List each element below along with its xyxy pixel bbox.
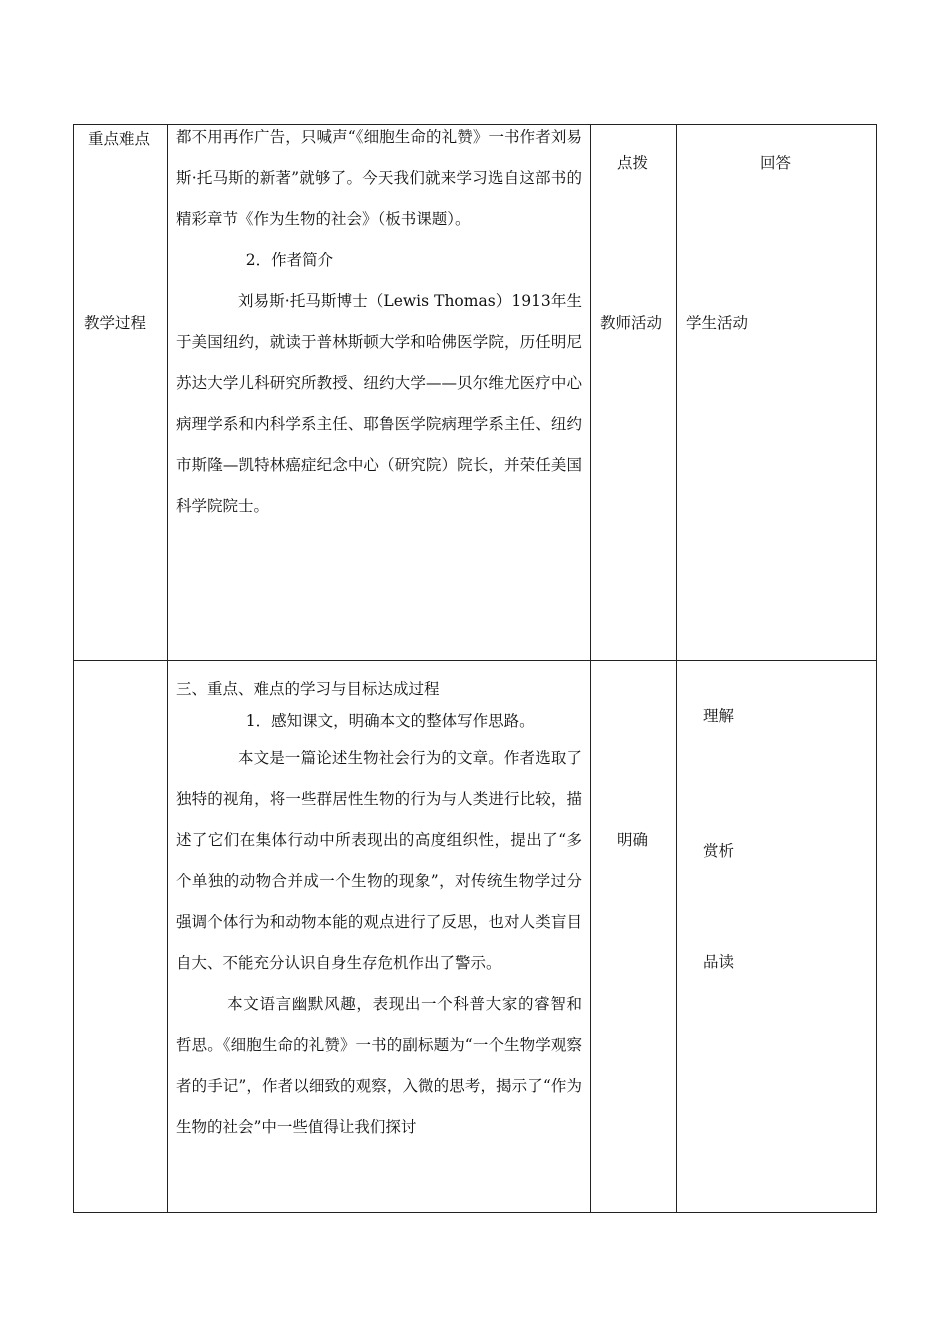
cell-appreciate-label: 赏析: [703, 842, 735, 860]
cell-key-difficulty-label: 重点难点: [88, 130, 151, 148]
cell-student-activity-label: 学生活动: [686, 314, 749, 332]
paragraph: 本文是一篇论述生物社会行为的文章。作者选取了独特的视角，将一些群居性生物的行为与人类进行比较，描述了它们在集体行动中所表现出的高度组织性，提出了“多个单独的动物合并成一个生物的现象”，对传统生物学过分强调个体行为和动物本能的观点进行了反思，也对人类盲目自大、不能充分认识自身生存危机作出了警示。: [176, 749, 582, 972]
paragraph-heading: 1．感知课文，明确本文的整体写作思路。: [245, 712, 535, 730]
table-row-divider: [73, 660, 877, 661]
paragraph: 本文语言幽默风趣，表现出一个科普大家的睿智和哲思。《细胞生命的礼赞》一书的副标题为“一个生物学观察者的手记”，作者以细致的观察，入微的思考，揭示了“作为生物的社会”中一些值得让我们探讨: [176, 995, 582, 1136]
row1-content: [176, 117, 582, 527]
table-col-divider-1: [167, 124, 168, 1212]
cell-teacher-activity-label: 教师活动: [600, 314, 663, 332]
paragraph: 刘易斯·托马斯博士（Lewis Thomas）1913年生于美国纽约，就读于普林斯顿大学和哈佛医学院，历任明尼苏达大学儿科研究所教授、纽约大学——贝尔维尤医疗中心病理学系和内科学系主任、耶鲁医学院病理学系主任、纽约市斯隆—凯特林癌症纪念中心（研究院）院长，并荣任美国科学院院士。: [176, 292, 582, 515]
paragraph-heading: 2．作者简介: [245, 251, 334, 269]
table-col-divider-3: [676, 124, 677, 1212]
table-bottom-border: [73, 1212, 877, 1213]
cell-guidance-label: 点拨: [617, 154, 649, 172]
cell-understand-label: 理解: [703, 707, 735, 725]
cell-clarify-label: 明确: [617, 831, 649, 849]
table-right-border: [876, 124, 877, 1212]
table-left-border: [73, 124, 74, 1212]
cell-read-label: 品读: [703, 953, 735, 971]
paragraph: 都不用再作广告，只喊声“《细胞生命的礼赞》一书作者刘易斯·托马斯的新著”就够了。今天我们就来学习选自这部书的精彩章节《作为生物的社会》（板书课题）。: [176, 128, 582, 228]
cell-answer-label: 回答: [760, 154, 792, 172]
row2-content: [176, 674, 582, 1148]
cell-teaching-process-label: 教学过程: [84, 314, 147, 332]
table-col-divider-2: [590, 124, 591, 1212]
section-heading: 三、重点、难点的学习与目标达成过程: [176, 680, 440, 698]
